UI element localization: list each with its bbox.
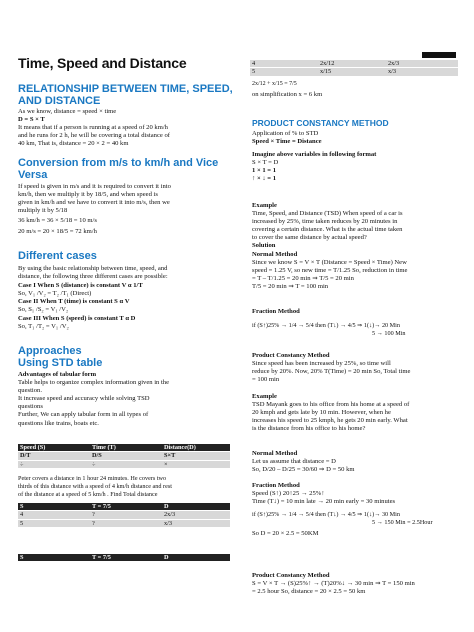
conversion-heading: Conversion from m/s to km/h and Vice Versa [18,157,219,181]
peter-table-2 [18,554,230,562]
std-table [18,444,230,469]
cases-text: By using the basic relationship between time, speed, and distance, the following three different cases are possible: Case I When S (distance) is constant V α 1/T So, V₁ /V₂ = T₂ /T₁ (Direct) Case II When T (time) is constant S α V So, S₁ /S₂ = V₁ /V₂ Case III When S (speed) is constant T α D So, T₁ /T₂ = V₁ /V₂ [18,265,168,330]
approaches-text: Advantages of tabular form Table helps to organize complex information given in the question. It increase speed and accuracy while solving TSD questions Further, We can apply tabular form in all types of questions like trains, boats etc. [18,371,170,427]
page-title: Time, Speed and Distance [18,55,187,71]
example2-text: Example TSD Mayank goes to his office from his home at a speed of 20 kmph and gets late by 10 min. However, when he increases his speed to 25 kmph, he gets 20 min early. What is the distance from his office to his home? [252,393,410,433]
table-row: 4 ? 2x/3 [18,511,230,519]
pcm-heading: PRODUCT CONSTANCY METHOD [252,118,389,128]
table-row: 5 x/15 x/3 [250,68,458,76]
header-bar [422,52,456,58]
approaches-heading: Approaches Using STD table [18,345,103,369]
conversion-eq1: 36 km/h = 36 × 5/18 = 10 m/s [18,217,97,225]
fraction-method-1: Fraction Method if (S↑)25% → 1/4 → 5/4 then (T↓) → 4/5 ⇒ 1(↓)→ 20 Min 5 → 100 Min [252,308,406,338]
example1-text: Example Time, Speed, and Distance (TSD) When speed of a car is increased by 25%, time taken reduces by 20 minutes in covering a certain distance. What is the actual time taken to cover the same distance by actual speed? Solution Normal Method Since we know S = V × T (Distance = Speed × Time) New speed = 1.25 V, so new time = T/1.25 So, reduction in time = T – T/1.25 = 20 min ⇒ T/5 = 20 min T/5 = 20 min ⇒ T = 100 min [252,202,408,290]
relationship-text: As we know, distance = speed × time D = S × T It means that if a person is running at a speed of 20 km/h and he runs for 2 h, he will be covering a total distance of 40 km, That is, distance = 20 × 2 = 40 km [18,108,170,148]
table-row: ÷ ÷ × [18,460,230,468]
table-header-row: Speed (S) Time (T) Distance(D) [18,444,230,452]
table-header-row: S T = 7/5 D [18,554,230,562]
normal-method-2: Normal Method Let us assume that distance = D So, D/20 – D/25 = 30/60 ⇒ D = 50 km [252,450,355,474]
fraction-equation-2: if (S↑)25% → 1/4 → 5/4 then (T↓) → 4/5 ⇒ 1(↓)→ 30 Min [252,511,400,519]
table-row: 4 2x/12 2x/3 [250,60,458,68]
sum-equation: 2x/12 + x/15 = 7/5 [252,81,297,87]
table-header-row: S T = 7/5 D [18,503,230,511]
right-top-table [250,60,458,77]
table-row: 5 ? x/3 [18,519,230,527]
conversion-eq2: 20 m/s = 20 × 18/5 = 72 km/h [18,228,97,236]
cases-heading: Different cases [18,250,97,262]
pcm2-text: Product Constancy Method Since speed has been increased by 25%, so time will reduce by 20%. Now, 20% T(Time) = 20 min So, Total time = 100 min [252,352,411,384]
peter-table [18,503,230,528]
example-left-text: Peter covers a distance in 1 hour 24 minutes. He covers two thirds of this distance with a speed of 4 km/h distance and rest of the distance at a speed of 5 km/h . Find Total distance [18,475,172,499]
right-text-a: 2x/12 + x/15 = 7/5 on simplification x = 6 km [252,81,323,99]
fraction-equation-1: if (S↑)25% → 1/4 → 5/4 then (T↓) → 4/5 ⇒ 1(↓)→ 20 Min [252,322,400,330]
fraction-method-2: Fraction Method Speed (S↑) 20↑25 → 25%↑ Time (T↓) = 10 min late → 20 min early = 30 minutes if (S↑)25% → 1/4 → 5/4 then (T↓) → 4/5 ⇒ 1(↓)→ 30 Min 5 → 150 Min = 2.5Hour So D = 20 × 2.5 = 50KM [252,482,433,538]
conversion-text: If speed is given in m/s and it is required to convert it into km/h, then we multiply it by 18/5, and when speed is given in km/h and we have to convert it into m/s, then we multiply it by 5/18 36 km/h = 36 × 5/18 = 10 m/s 20 m/s = 20 × 18/5 = 72 km/h [18,183,171,236]
pcm3-text: Product Constancy Method S = V × T → (S)25%↑ → (T)20%↓ → 30 min ⇒ T = 150 min = 2.5 hour So, distance = 20 × 2.5 = 50 km [252,572,415,596]
relationship-heading: RELATIONSHIP BETWEEN TIME, SPEED, AND DISTANCE [18,83,233,107]
pcm-text: Application of % to STD Speed × Time = Distance Imagine above variables in following format S × T = D 1 × 1 = 1 ↑ × ↓ = 1 [252,130,377,183]
table-row: D/T D/S S×T [18,452,230,460]
